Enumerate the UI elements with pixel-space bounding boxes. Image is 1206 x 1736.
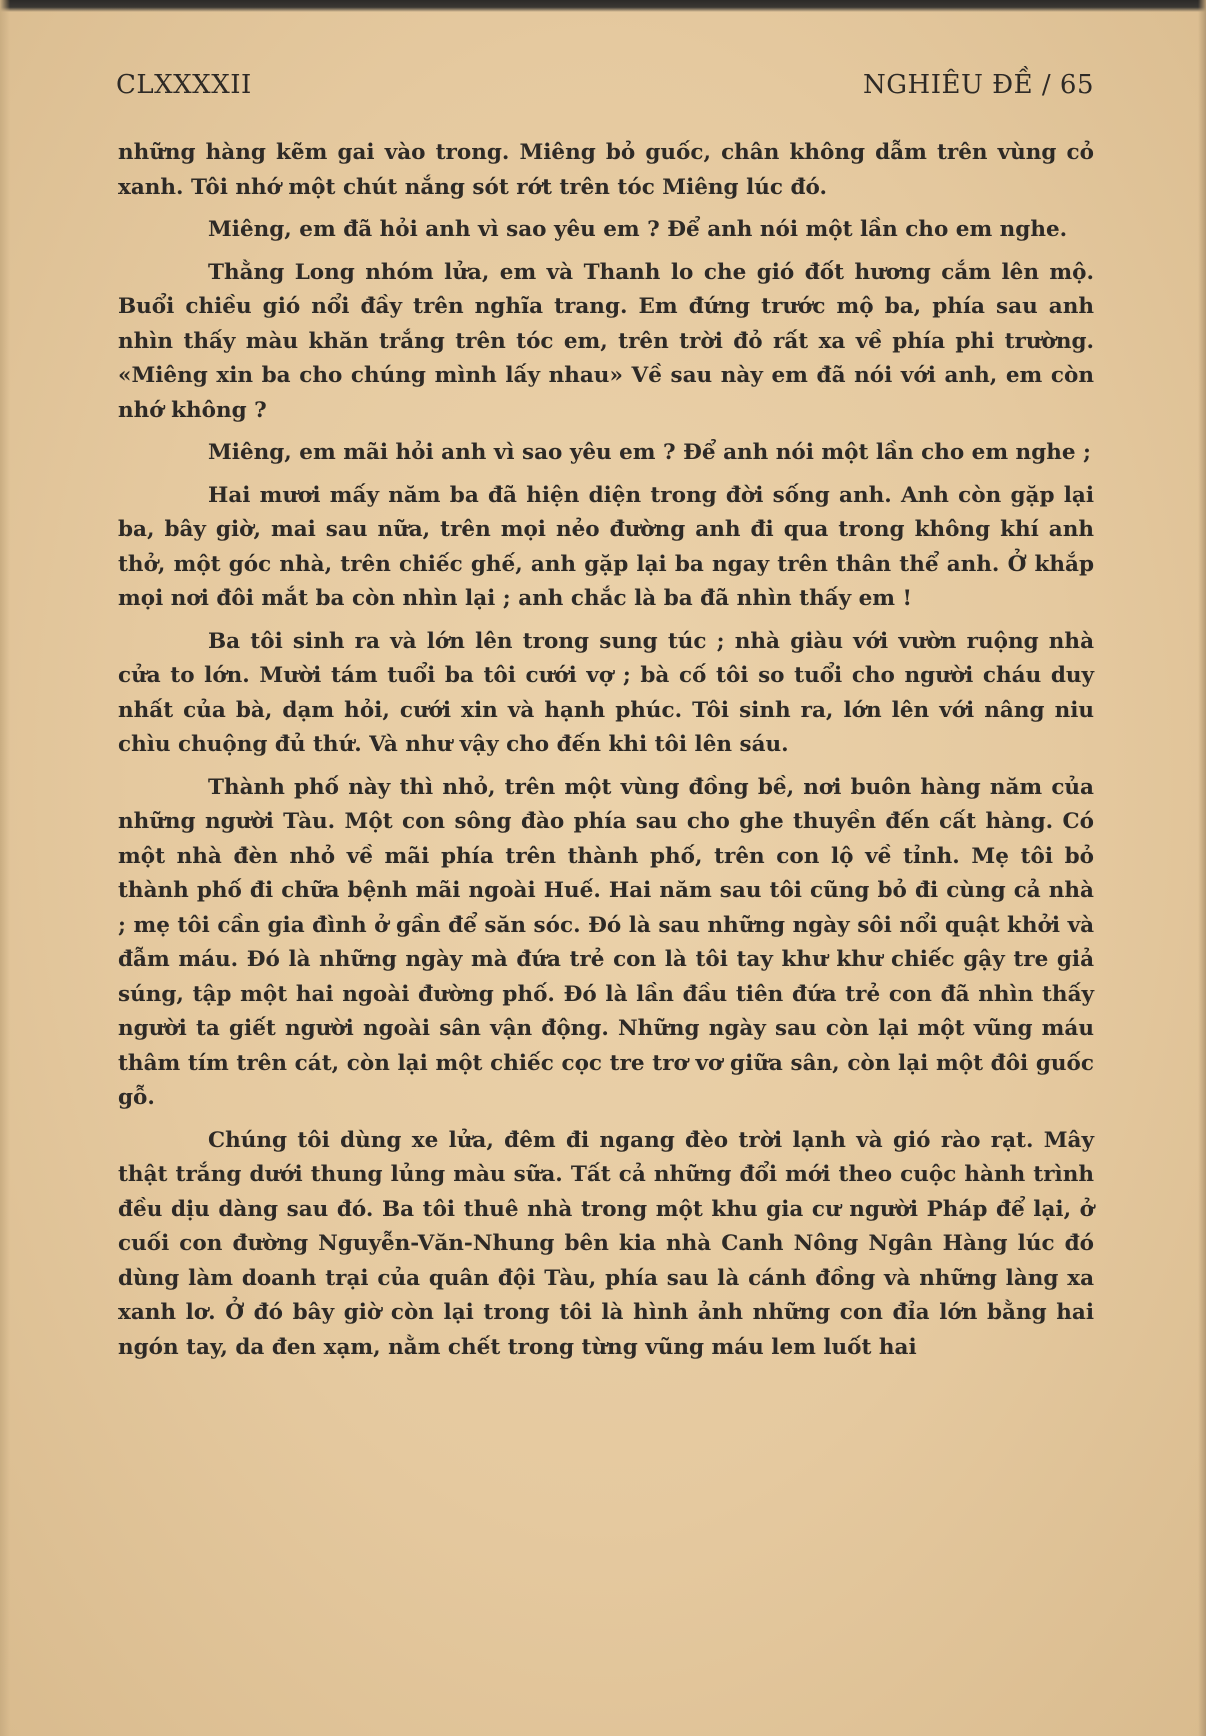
paragraph: Ba tôi sinh ra và lớn lên trong sung túc ; nhà giàu với vườn ruộng nhà cửa to lớn. Mười tám tuổi ba tôi cưới vợ ; bà cố tôi so tuổi cho người cháu duy nhất của bà, dạm hỏi, cưới xin và hạnh phúc. Tôi sinh ra, lớn lên với nâng niu chìu chuộng đủ thứ. Và như vậy cho đến khi tôi lên sáu.: [118, 628, 1094, 757]
paragraph: Chúng tôi dùng xe lửa, đêm đi ngang đèo trời lạnh và gió rào rạt. Mây thật trắng dưới thung lủng màu sữa. Tất cả những đổi mới theo cuộc hành trình đều dịu dàng sau đó. Ba tôi thuê nhà trong một khu gia cư người Pháp để lại, ở cuối con đường Nguyễn-Văn-Nhung bên kia nhà Canh Nông Ngân Hàng lúc đó dùng làm doanh trại của quân đội Tàu, phía sau là cánh đồng và những làng xa xanh lơ. Ở đó bây giờ còn lại trong tôi là hình ảnh những con đỉa lớn bằng hai ngón tay, da đen xạm, nằm chết trong từng vũng máu lem luốt hai: [118, 1127, 1094, 1360]
paragraph: Miêng, em mãi hỏi anh vì sao yêu em ? Để anh nói một lần cho em nghe ;: [208, 440, 1091, 465]
title-and-page-number: NGHIÊU ĐỀ / 65: [863, 70, 1094, 100]
page-left-edge: [0, 0, 10, 1736]
paragraph: Hai mươi mấy năm ba đã hiện diện trong đời sống anh. Anh còn gặp lại ba, bây giờ, mai sau nữa, trên mọi nẻo đường anh đi qua trong không khí anh thở, một góc nhà, trên chiếc ghế, anh gặp lại ba ngay trên thân thể anh. Ở khắp mọi nơi đôi mắt ba còn nhìn lại ; anh chắc là ba đã nhìn thấy em !: [118, 482, 1094, 611]
paragraph: Thằng Long nhóm lửa, em và Thanh lo che gió đốt hương cắm lên mộ. Buổi chiều gió nổi đầy trên nghĩa trang. Em đứng trước mộ ba, phía sau anh nhìn thấy màu khăn trắng trên tóc em, trên trời đỏ rất xa về phía phi trường. «Miêng xin ba cho chúng mình lấy nhau» Về sau này em đã nói với anh, em còn nhớ không ?: [118, 259, 1094, 423]
chapter-number: CLXXXXII: [116, 70, 252, 100]
page-body: [118, 136, 1094, 1373]
running-header: [116, 70, 1094, 110]
paragraph: những hàng kẽm gai vào trong. Miêng bỏ guốc, chân không dẫm trên vùng cỏ xanh. Tôi nhớ một chút nắng sót rớt trên tóc Miêng lúc đó.: [118, 140, 1094, 200]
paragraph: Thành phố này thì nhỏ, trên một vùng đồng bề, nơi buôn hàng năm của những người Tàu. Một con sông đào phía sau cho ghe thuyền đến cất hàng. Có một nhà đèn nhỏ về mãi phía trên thành phố, trên con lộ về tỉnh. Mẹ tôi bỏ thành phố đi chữa bệnh mãi ngoài Huế. Hai năm sau tôi cũng bỏ đi cùng cả nhà ; mẹ tôi cần gia đình ở gần để săn sóc. Đó là sau những ngày sôi nổi quật khởi và đẫm máu. Đó là những ngày mà đứa trẻ con là tôi tay khư khư chiếc gậy tre giả súng, tập một hai ngoài đường phố. Đó là lần đầu tiên đứa trẻ con đã nhìn thấy người ta giết người ngoài sân vận động. Những ngày sau còn lại một vũng máu thâm tím trên cát, còn lại một chiếc cọc tre trơ vơ giữa sân, còn lại một đôi guốc gỗ.: [118, 774, 1094, 1110]
page-top-edge: [0, 0, 1206, 12]
page-right-edge: [1198, 0, 1206, 1736]
paragraph: Miêng, em đã hỏi anh vì sao yêu em ? Để anh nói một lần cho em nghe.: [208, 217, 1068, 242]
